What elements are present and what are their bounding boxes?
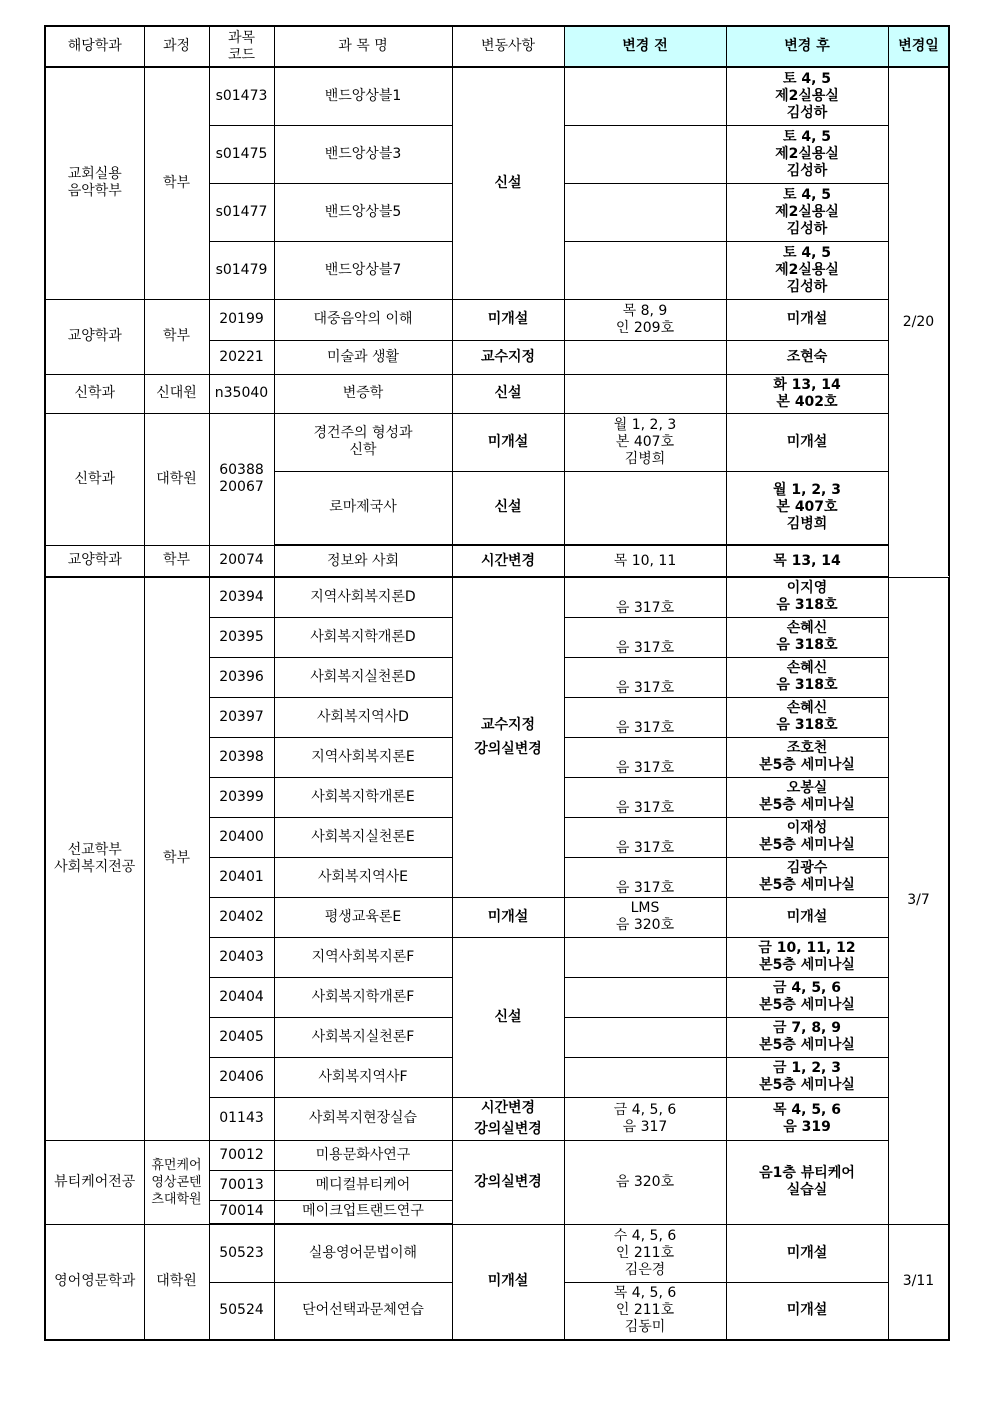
before-cell: 음 317호: [564, 817, 726, 857]
subject-cell: 단어선택과문체연습: [274, 1282, 452, 1340]
program-cell: 신대원: [144, 374, 209, 413]
program-cell: 대학원: [144, 413, 209, 545]
after-cell: 손혜신 음 318호: [726, 617, 888, 657]
code-cell: 50523: [209, 1224, 274, 1282]
subject-cell: 밴드앙상블3: [274, 125, 452, 183]
program-cell: 대학원: [144, 1224, 209, 1340]
before-cell: [564, 340, 726, 374]
after-cell: 조현숙: [726, 340, 888, 374]
date-cell: 2/20: [888, 67, 949, 577]
table-row: [45, 374, 949, 413]
code-cell: 70012: [209, 1140, 274, 1170]
after-cell: 김광수 본5층 세미나실: [726, 857, 888, 897]
subject-cell: 밴드앙상블7: [274, 241, 452, 299]
code-cell: 20400: [209, 817, 274, 857]
before-cell: 음 317호: [564, 577, 726, 617]
table-row: [45, 413, 949, 471]
before-cell: 월 1, 2, 3 본 407호 김병희: [564, 413, 726, 471]
code-cell: 01143: [209, 1097, 274, 1140]
change-cell: 미개설: [452, 897, 564, 937]
subject-cell: 대중음악의 이해: [274, 299, 452, 340]
table-row: [45, 67, 949, 125]
code-cell: 20403: [209, 937, 274, 977]
subject-cell: 사회복지현장실습: [274, 1097, 452, 1140]
table-row: [45, 1140, 949, 1170]
department-cell: 교양학과: [45, 299, 144, 374]
subject-cell: 로마제국사: [274, 471, 452, 545]
subject-cell: 메디컬뷰티케어: [274, 1170, 452, 1200]
code-cell: 20401: [209, 857, 274, 897]
change-cell: 미개설: [452, 299, 564, 340]
code-cell: 20402: [209, 897, 274, 937]
code-cell: s01479: [209, 241, 274, 299]
after-cell: 목 13, 14: [726, 545, 888, 577]
subject-cell: 지역사회복지론F: [274, 937, 452, 977]
subject-cell: 정보와 사회: [274, 545, 452, 577]
code-cell: 20405: [209, 1017, 274, 1057]
code-cell: 70014: [209, 1200, 274, 1224]
before-cell: [564, 1017, 726, 1057]
change-cell: 교수지정 강의실변경: [452, 577, 564, 897]
program-cell: 학부: [144, 577, 209, 1140]
code-cell: 70013: [209, 1170, 274, 1200]
code-cell: s01477: [209, 183, 274, 241]
code-cell: 20221: [209, 340, 274, 374]
change-cell: 미개설: [452, 1224, 564, 1340]
change-cell: 시간변경: [452, 545, 564, 577]
before-cell: [564, 937, 726, 977]
table-row: [45, 1224, 949, 1282]
code-cell: n35040: [209, 374, 274, 413]
code-cell: 20394: [209, 577, 274, 617]
before-cell: [564, 374, 726, 413]
before-cell: 목 4, 5, 6 인 211호 김동미: [564, 1282, 726, 1340]
after-cell: 토 4, 5 제2실용실 김성하: [726, 241, 888, 299]
before-cell: [564, 1057, 726, 1097]
before-cell: 음 317호: [564, 697, 726, 737]
header-change: 변동사항: [452, 26, 564, 67]
before-cell: [564, 241, 726, 299]
after-cell: 화 13, 14 본 402호: [726, 374, 888, 413]
code-cell: 50524: [209, 1282, 274, 1340]
department-cell: 뷰티케어전공: [45, 1140, 144, 1224]
code-cell: 20399: [209, 777, 274, 817]
program-cell: 학부: [144, 545, 209, 577]
header-program: 과정: [144, 26, 209, 67]
subject-cell: 평생교육론E: [274, 897, 452, 937]
code-cell: 20406: [209, 1057, 274, 1097]
date-cell: 3/7: [888, 577, 949, 1224]
table-row: [45, 545, 949, 577]
subject-cell: 메이크업트랜드연구: [274, 1200, 452, 1224]
department-cell: 교양학과: [45, 545, 144, 577]
before-cell: 음 317호: [564, 617, 726, 657]
header-after: 변경 후: [726, 26, 888, 67]
after-cell: 토 4, 5 제2실용실 김성하: [726, 67, 888, 125]
change-cell: 신설: [452, 937, 564, 1097]
after-cell: 목 4, 5, 6 음 319: [726, 1097, 888, 1140]
header-subject: 과 목 명: [274, 26, 452, 67]
after-cell: 미개설: [726, 1224, 888, 1282]
code-cell: s01473: [209, 67, 274, 125]
before-cell: [564, 125, 726, 183]
after-cell: 음1층 뷰티케어 실습실: [726, 1140, 888, 1224]
program-cell: 학부: [144, 67, 209, 299]
department-cell: 선교학부 사회복지전공: [45, 577, 144, 1140]
before-cell: 음 317호: [564, 777, 726, 817]
table-row: [45, 577, 949, 617]
header-before: 변경 전: [564, 26, 726, 67]
after-cell: 금 7, 8, 9 본5층 세미나실: [726, 1017, 888, 1057]
subject-cell: 사회복지학개론F: [274, 977, 452, 1017]
after-cell: 이재성 본5층 세미나실: [726, 817, 888, 857]
change-cell: 강의실변경: [452, 1140, 564, 1224]
subject-cell: 지역사회복지론E: [274, 737, 452, 777]
subject-cell: 사회복지실천론F: [274, 1017, 452, 1057]
change-cell: 미개설: [452, 413, 564, 471]
subject-cell: 실용영어문법이해: [274, 1224, 452, 1282]
change-cell: 시간변경 강의실변경: [452, 1097, 564, 1140]
before-cell: LMS 음 320호: [564, 897, 726, 937]
after-cell: 월 1, 2, 3 본 407호 김병희: [726, 471, 888, 545]
code-cell: 20396: [209, 657, 274, 697]
subject-cell: 지역사회복지론D: [274, 577, 452, 617]
after-cell: 미개설: [726, 897, 888, 937]
after-cell: 미개설: [726, 413, 888, 471]
subject-cell: 경건주의 형성과 신학: [274, 413, 452, 471]
subject-cell: 사회복지역사E: [274, 857, 452, 897]
after-cell: 금 1, 2, 3 본5층 세미나실: [726, 1057, 888, 1097]
after-cell: 토 4, 5 제2실용실 김성하: [726, 125, 888, 183]
before-cell: 목 8, 9 인 209호: [564, 299, 726, 340]
subject-cell: 사회복지실천론D: [274, 657, 452, 697]
code-cell: s01475: [209, 125, 274, 183]
after-cell: 미개설: [726, 299, 888, 340]
code-cell: 20199: [209, 299, 274, 340]
before-cell: 음 317호: [564, 657, 726, 697]
change-cell: 신설: [452, 471, 564, 545]
department-cell: 신학과: [45, 413, 144, 545]
before-cell: 금 4, 5, 6 음 317: [564, 1097, 726, 1140]
after-cell: 이지영 음 318호: [726, 577, 888, 617]
header-date: 변경일: [888, 26, 949, 67]
subject-cell: 변증학: [274, 374, 452, 413]
header-department: 해당학과: [45, 26, 144, 67]
subject-cell: 사회복지학개론D: [274, 617, 452, 657]
header-code: 과목 코드: [209, 26, 274, 67]
change-cell: 교수지정: [452, 340, 564, 374]
department-cell: 신학과: [45, 374, 144, 413]
before-cell: 음 320호: [564, 1140, 726, 1224]
subject-cell: 미용문화사연구: [274, 1140, 452, 1170]
date-cell: 3/11: [888, 1224, 949, 1340]
after-cell: 금 10, 11, 12 본5층 세미나실: [726, 937, 888, 977]
after-cell: 금 4, 5, 6 본5층 세미나실: [726, 977, 888, 1017]
department-cell: 영어영문학과: [45, 1224, 144, 1340]
before-cell: 수 4, 5, 6 인 211호 김은경: [564, 1224, 726, 1282]
before-cell: [564, 471, 726, 545]
program-cell: 휴먼케어 영상콘텐 츠대학원: [144, 1140, 209, 1224]
subject-cell: 사회복지실천론E: [274, 817, 452, 857]
before-cell: [564, 977, 726, 1017]
code-cell: 60388 20067: [209, 413, 274, 545]
after-cell: 오봉실 본5층 세미나실: [726, 777, 888, 817]
course-change-table: [44, 25, 950, 1341]
before-cell: [564, 67, 726, 125]
subject-cell: 사회복지역사F: [274, 1057, 452, 1097]
subject-cell: 밴드앙상블5: [274, 183, 452, 241]
code-cell: 20397: [209, 697, 274, 737]
code-cell: 20398: [209, 737, 274, 777]
code-cell: 20074: [209, 545, 274, 577]
after-cell: 미개설: [726, 1282, 888, 1340]
subject-cell: 사회복지역사D: [274, 697, 452, 737]
before-cell: [564, 183, 726, 241]
change-cell: 신설: [452, 67, 564, 299]
program-cell: 학부: [144, 299, 209, 374]
after-cell: 토 4, 5 제2실용실 김성하: [726, 183, 888, 241]
department-cell: 교회실용 음악학부: [45, 67, 144, 299]
subject-cell: 사회복지학개론E: [274, 777, 452, 817]
code-cell: 20395: [209, 617, 274, 657]
change-cell: 신설: [452, 374, 564, 413]
table-row: [45, 299, 949, 340]
header-row: [45, 26, 949, 67]
before-cell: 음 317호: [564, 737, 726, 777]
after-cell: 조호천 본5층 세미나실: [726, 737, 888, 777]
code-cell: 20404: [209, 977, 274, 1017]
subject-cell: 미술과 생활: [274, 340, 452, 374]
after-cell: 손혜신 음 318호: [726, 657, 888, 697]
before-cell: 목 10, 11: [564, 545, 726, 577]
before-cell: 음 317호: [564, 857, 726, 897]
subject-cell: 밴드앙상블1: [274, 67, 452, 125]
after-cell: 손혜신 음 318호: [726, 697, 888, 737]
